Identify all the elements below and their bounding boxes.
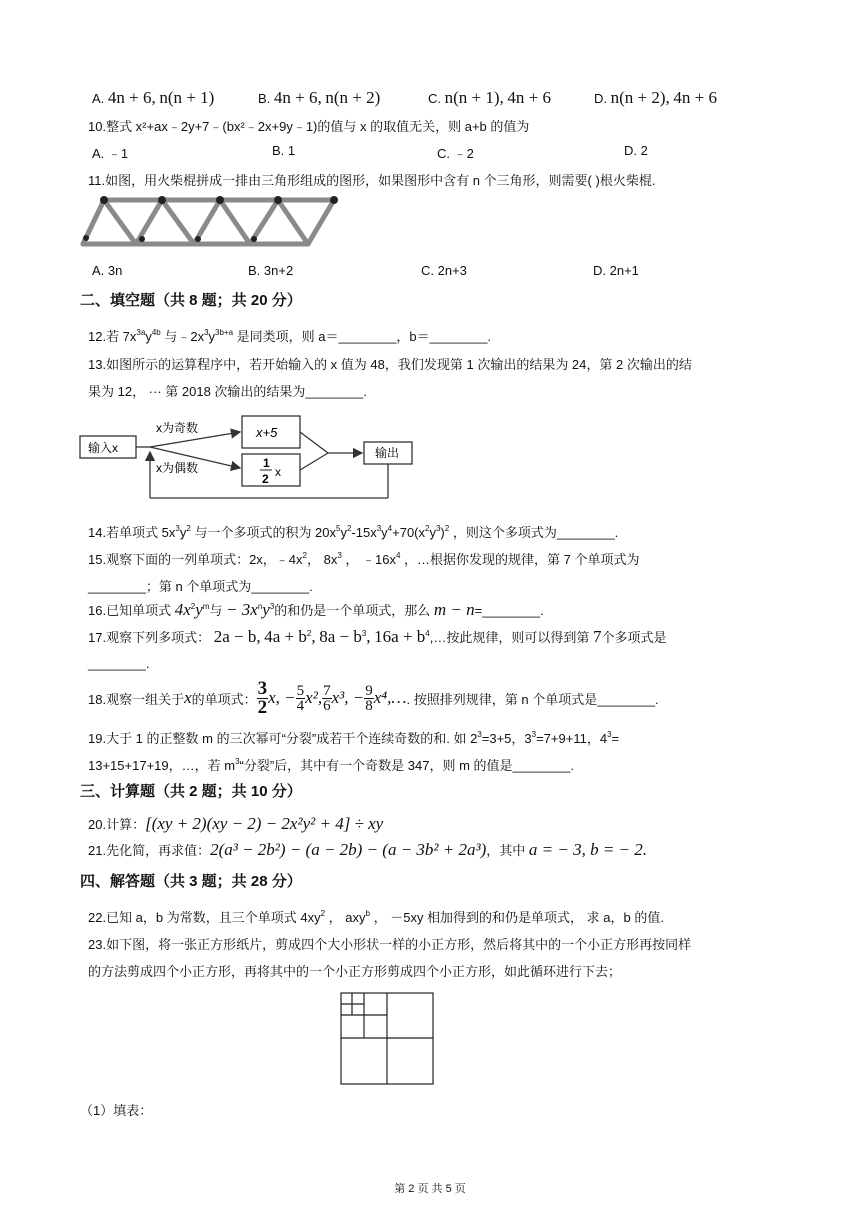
q9-option-d-expr2: 4n + 6 — [673, 88, 718, 107]
q9-option-c-expr1: n(n + 1), — [444, 88, 504, 107]
q19-line1: 19.大于 1 的正整数 m 的三次幂可“分裂”成若干个连续奇数的和. 如 $2^3=3+5$，$3^3=7+9+11$，$4^3=$ — [88, 730, 620, 746]
q18-frac3: $\frac{7}{6}$ — [323, 682, 331, 714]
section-calc-heading: 三、计算题（共 2 题；共 10 分） — [80, 783, 302, 800]
flow-even-label: x为偶数 — [156, 461, 199, 475]
q18-frac2: $\frac{5}{4}$ — [296, 682, 305, 714]
q11-option-b: B. 3n+2 — [248, 263, 294, 278]
flow-even-var: x — [275, 465, 281, 479]
q11-option-d: D. 2n+1 — [593, 263, 639, 278]
q10-option-a: A. ﹣1 — [92, 146, 129, 161]
q9-option-c-expr2: 4n + 6 — [507, 88, 552, 107]
section-answer-heading: 四、解答题（共 3 题；共 28 分） — [80, 873, 302, 890]
q11-options — [92, 263, 792, 285]
q9-option-b-expr2: n(n + 2) — [325, 88, 381, 107]
flow-odd-label: x为奇数 — [156, 421, 199, 435]
q14: 14.若单项式 $5x^3y^2$ 与一个多项式的积为 $20x^5y^2-15x^3y^4+70(x^2y^3)^2$ ，则这个多项式为________. — [88, 524, 619, 540]
q9-option-a-expr2: n(n + 1) — [159, 88, 215, 107]
q15-line2: ________；第 n 个单项式为________. — [88, 579, 313, 594]
q9-option-d: D. n(n + 2), 4n + 6 — [594, 88, 718, 107]
q12: 12.若 $7x^{3a}y^{4b}$ 与$﹣2x^3y^{3b+a}$ 是同类项，则 a＝________，b＝________. — [88, 328, 492, 344]
q16: 16.已知单项式 $4x^2y^m$与 − $3x^ny^3$的和仍是一个单项式，那么 m − n=________. — [88, 600, 544, 619]
q10-option-c: C. ﹣2 — [437, 146, 474, 161]
q19-line2: 13+15+17+19，…，若 $m^3“$分裂”后，其中有一个奇数是 347，则 m 的值是________. — [88, 757, 574, 773]
flow-output-label: 输出 — [375, 446, 400, 460]
q18: 18.观察一组关于 x 的单项式： $\frac{3}{2}$ x, − $\frac{5}{4}$ x², $\frac{7}{6}$ x³, − $\frac{9}{8}$ x⁴,… . 按照排列规律，第 n 个单项式是________. — [88, 677, 659, 718]
flow-input-label: 输入x — [88, 441, 119, 455]
q23-sub1: （1）填表： — [80, 1103, 153, 1118]
flow-even-num: 1 — [263, 456, 270, 470]
q9-options — [92, 88, 792, 110]
q23-square-figure — [340, 992, 436, 1086]
q9-option-d-expr1: n(n + 2), — [610, 88, 670, 107]
q23-line2: 的方法剪成四个小正方形，再将其中的一个小正方形剪成四个小正方形，如此循环进行下去； — [88, 964, 622, 979]
q21: 21.先化简，再求值：2(a³ − 2b²) − (a − 2b) − (a − 3b² + 2a³)，其中 a = − 3, b = − 2. — [88, 840, 648, 859]
q17-line1: 17.观察下列多项式： 2a − b, $4a + b^2$, $8a - b^3$, $16a + b^4,\dots$按此规律，则可以得到第 7个多项式是 — [88, 627, 667, 646]
q10-stem: 10.整式 x²+ax﹣2y+7﹣(bx²﹣2x+9y﹣1)的值与 x 的取值无关，则 a+b 的值为 — [88, 119, 530, 134]
q23-line1: 23.如下图，将一张正方形纸片，剪成四个大小形状一样的小正方形，然后将其中的一个小正方形再按同样 — [88, 937, 692, 952]
q10-option-d: D. 2 — [624, 143, 648, 158]
q18-frac1: $\frac{3}{2}$ — [257, 677, 268, 718]
q10-option-b: B. 1 — [272, 143, 296, 158]
q20: 20.计算：[(xy + 2)(xy − 2) − 2x²y² + 4] ÷ xy — [88, 814, 384, 833]
q9-option-a-expr1: 4n + 6, — [107, 88, 156, 107]
section-fill-in-heading: 二、填空题（共 8 题；共 20 分） — [80, 292, 302, 309]
matchstick-triangles-figure — [80, 192, 340, 250]
q9-option-a: A. 4n + 6, n(n + 1) — [92, 88, 215, 107]
q11-option-a: A. 3n — [92, 263, 123, 278]
q10-options — [92, 143, 792, 165]
q13-flowchart — [78, 412, 423, 504]
page-footer: 第 2 页 共 5 页 — [394, 1183, 466, 1195]
q11-stem: 11.如图，用火柴棍拼成一排由三角形组成的图形，如果图形中含有 n 个三角形，则需要( )根火柴棍. — [88, 173, 656, 188]
q22: 22.已知 a，b 为常数，且三个单项式 $4xy^2$ ， axy$^b$ ， －5xy 相加得到的和仍是单项式， 求 a，b 的值. — [88, 909, 664, 925]
flow-even-den: 2 — [262, 472, 269, 486]
q9-option-b-expr1: 4n + 6, — [273, 88, 322, 107]
q11-option-c: C. 2n+3 — [421, 263, 467, 278]
q9-option-b: B. 4n + 6, n(n + 2) — [258, 88, 381, 107]
q9-option-c: C. n(n + 1), 4n + 6 — [428, 88, 552, 107]
q17-line2: ________. — [88, 656, 150, 671]
flow-odd-expr: x+5 — [256, 425, 278, 440]
q13-line1: 13.如图所示的运算程序中，若开始输入的 x 值为 48，我们发现第 1 次输出的结果为 24，第 2 次输出的结 — [88, 357, 692, 372]
q15-line1: 15.观察下面的一列单项式：2x，$﹣4x^2$， $8x^3$ ， $﹣16x^4$ ，…根据你发现的规律，第 7 个单项式为 — [88, 551, 640, 567]
q13-line2: 果为 12， ··· 第 2018 次输出的结果为________. — [88, 384, 367, 399]
q18-frac4: $\frac{9}{8}$ — [365, 682, 373, 714]
